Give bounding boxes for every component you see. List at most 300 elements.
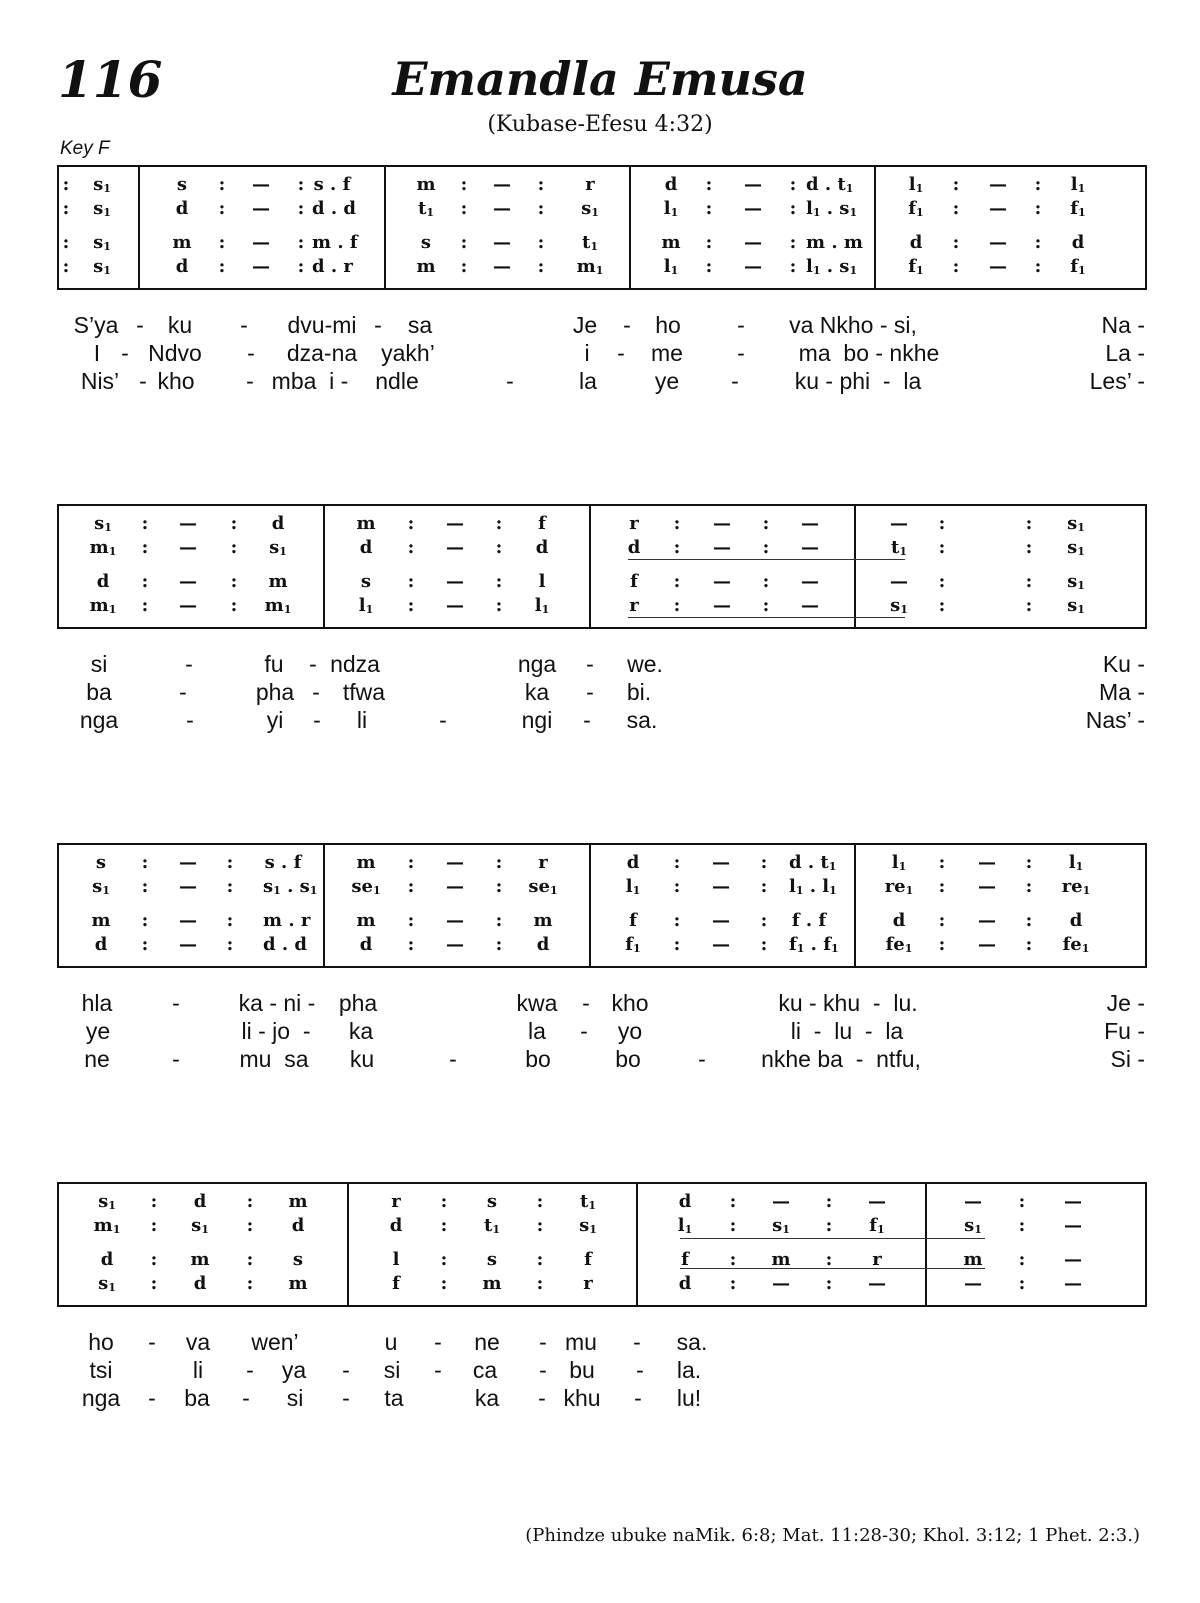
lyric-syllable: ba bbox=[184, 1385, 210, 1411]
solfa-note: m . m bbox=[806, 232, 863, 253]
solfa-note: $s_1$ . $s_1$ bbox=[263, 876, 318, 897]
lyric-syllable: - bbox=[309, 651, 317, 677]
lyric-syllable: ho bbox=[655, 312, 681, 338]
solfa-note: : bbox=[952, 232, 960, 253]
solfa-note: : bbox=[440, 1191, 448, 1212]
solfa-note: — bbox=[744, 232, 762, 253]
lyric-syllable: u bbox=[384, 1329, 398, 1355]
solfa-note: : bbox=[141, 852, 149, 873]
solfa-note: — bbox=[964, 1273, 982, 1294]
solfa-note: f bbox=[392, 1273, 400, 1294]
lyric-syllable: - bbox=[506, 368, 514, 394]
solfa-note: : bbox=[673, 537, 681, 558]
solfa-note: — bbox=[713, 595, 731, 616]
solfa-note: $l_1$ . $l_1$ bbox=[789, 876, 837, 897]
lyric-syllable: - bbox=[731, 368, 739, 394]
solfa-note: : bbox=[938, 537, 946, 558]
solfa-note: $t_1$ bbox=[582, 232, 598, 253]
solfa-note: $s_1$ bbox=[581, 198, 599, 219]
lyric-syllable: sa bbox=[407, 312, 433, 338]
solfa-note: : bbox=[407, 513, 415, 534]
solfa-note: — bbox=[446, 571, 464, 592]
solfa-note: $fe_1$ bbox=[885, 934, 913, 955]
solfa-note: : bbox=[246, 1191, 254, 1212]
solfa-note: : bbox=[1025, 910, 1033, 931]
solfa-note: — bbox=[446, 537, 464, 558]
solfa-note: $t_1$ bbox=[891, 537, 907, 558]
solfa-note: $f_1$ bbox=[908, 256, 924, 277]
solfa-note: — bbox=[446, 852, 464, 873]
lyric-syllable: ndle bbox=[375, 368, 419, 394]
solfa-note: : bbox=[226, 910, 234, 931]
solfa-note: : bbox=[440, 1273, 448, 1294]
solfa-note: : bbox=[705, 174, 713, 195]
bar-line bbox=[347, 1184, 349, 1305]
solfa-note: : bbox=[1034, 174, 1042, 195]
solfa-note: — bbox=[179, 537, 197, 558]
solfa-note: — bbox=[772, 1273, 790, 1294]
solfa-note: m bbox=[268, 571, 288, 592]
solfa-note: $f_1$ bbox=[1070, 198, 1086, 219]
solfa-note: : bbox=[297, 256, 305, 277]
solfa-note: : bbox=[825, 1191, 833, 1212]
lyric-syllable: yo bbox=[617, 1018, 643, 1044]
solfa-note: : bbox=[62, 256, 70, 277]
solfa-note: $l_1$ bbox=[1068, 852, 1084, 873]
solfa-note: f . f bbox=[791, 910, 827, 931]
solfa-note: d bbox=[96, 571, 110, 592]
lyric-syllable: - bbox=[583, 707, 591, 733]
solfa-note: d . d bbox=[263, 934, 307, 955]
lyric-syllable: Fu - bbox=[1104, 1018, 1145, 1044]
solfa-note: $l_1$ bbox=[891, 852, 907, 873]
solfa-note: d bbox=[193, 1191, 207, 1212]
lyric-syllable: ka bbox=[474, 1385, 500, 1411]
lyric-syllable: mba i - bbox=[271, 368, 349, 394]
solfa-note: $m_1$ bbox=[576, 256, 604, 277]
lyric-syllable: ca bbox=[472, 1357, 498, 1383]
solfa-note: : bbox=[729, 1215, 737, 1236]
solfa-note: $s_1$ bbox=[94, 513, 112, 534]
solfa-note: l bbox=[392, 1249, 400, 1270]
bar-line bbox=[854, 845, 856, 966]
solfa-note: : bbox=[1025, 876, 1033, 897]
solfa-note: r bbox=[585, 174, 595, 195]
solfa-note: $se_1$ bbox=[351, 876, 381, 897]
solfa-note: $f_1$ bbox=[908, 198, 924, 219]
solfa-note: : bbox=[760, 934, 768, 955]
solfa-note: d bbox=[536, 934, 550, 955]
solfa-note: : bbox=[1018, 1273, 1026, 1294]
solfa-note: : bbox=[537, 256, 545, 277]
solfa-note: : bbox=[495, 934, 503, 955]
bar-line bbox=[138, 167, 140, 288]
lyric-syllable: la bbox=[579, 368, 597, 394]
solfa-note: : bbox=[536, 1249, 544, 1270]
solfa-note: : bbox=[952, 256, 960, 277]
solfa-note: m . f bbox=[312, 232, 358, 253]
solfa-note: : bbox=[407, 852, 415, 873]
solfa-note: — bbox=[252, 174, 270, 195]
solfa-note: : bbox=[938, 852, 946, 873]
notation-system bbox=[57, 504, 1147, 629]
solfa-note: : bbox=[495, 537, 503, 558]
solfa-note: — bbox=[252, 256, 270, 277]
solfa-note: — bbox=[713, 537, 731, 558]
solfa-note: : bbox=[297, 174, 305, 195]
solfa-note: : bbox=[407, 537, 415, 558]
solfa-note: : bbox=[495, 595, 503, 616]
bar-line bbox=[384, 167, 386, 288]
solfa-note: d . $t_1$ bbox=[789, 852, 837, 873]
solfa-note: : bbox=[150, 1215, 158, 1236]
lyric-syllable: nga bbox=[81, 1385, 121, 1411]
solfa-note: : bbox=[673, 571, 681, 592]
lyric-syllable: - bbox=[586, 679, 594, 705]
lyric-syllable: bi. bbox=[626, 679, 652, 705]
solfa-note: : bbox=[460, 232, 468, 253]
solfa-note: m bbox=[356, 513, 376, 534]
solfa-note: m bbox=[356, 910, 376, 931]
solfa-note: : bbox=[1025, 852, 1033, 873]
lyric-syllable: dza-na bbox=[286, 340, 358, 366]
solfa-note: $s_1$ bbox=[191, 1215, 209, 1236]
solfa-note: $l_1$ bbox=[663, 256, 679, 277]
solfa-note: $se_1$ bbox=[528, 876, 558, 897]
lyric-syllable: - bbox=[582, 990, 590, 1016]
solfa-note: — bbox=[446, 513, 464, 534]
lyric-syllable: - bbox=[586, 651, 594, 677]
solfa-note: — bbox=[801, 571, 819, 592]
solfa-note: : bbox=[1025, 571, 1033, 592]
solfa-note: : bbox=[729, 1191, 737, 1212]
solfa-note: : bbox=[762, 595, 770, 616]
solfa-note: : bbox=[495, 910, 503, 931]
solfa-note: $t_1$ bbox=[484, 1215, 500, 1236]
solfa-note: : bbox=[230, 595, 238, 616]
solfa-note: $m_1$ bbox=[89, 537, 117, 558]
scripture-reference: (Phindze ubuke naMik. 6:8; Mat. 11:28-30; Khol. 3:12; 1 Phet. 2:3.) bbox=[525, 1525, 1140, 1546]
solfa-note: $re_1$ bbox=[884, 876, 914, 897]
solfa-note: : bbox=[789, 232, 797, 253]
solfa-note: : bbox=[218, 256, 226, 277]
notation-system bbox=[57, 165, 1147, 290]
solfa-note: d . d bbox=[312, 198, 356, 219]
solfa-note: : bbox=[460, 174, 468, 195]
solfa-note: — bbox=[964, 1191, 982, 1212]
lyric-syllable: bu bbox=[569, 1357, 595, 1383]
solfa-note: — bbox=[744, 198, 762, 219]
solfa-note: : bbox=[762, 537, 770, 558]
notation-system bbox=[57, 1182, 1147, 1307]
solfa-note: — bbox=[801, 513, 819, 534]
solfa-note: $l_1$ bbox=[677, 1215, 693, 1236]
lyric-syllable: pha bbox=[255, 679, 295, 705]
solfa-note: — bbox=[446, 934, 464, 955]
solfa-note: : bbox=[141, 537, 149, 558]
solfa-note: $l_1$ . $s_1$ bbox=[806, 256, 858, 277]
solfa-note: : bbox=[938, 595, 946, 616]
solfa-note: d bbox=[291, 1215, 305, 1236]
lyric-syllable: - bbox=[246, 1357, 254, 1383]
solfa-note: : bbox=[760, 852, 768, 873]
solfa-note: d bbox=[1069, 910, 1083, 931]
solfa-note: : bbox=[938, 910, 946, 931]
solfa-note: — bbox=[179, 595, 197, 616]
bar-line bbox=[589, 845, 591, 966]
lyric-syllable: lu! bbox=[676, 1385, 702, 1411]
solfa-note: : bbox=[495, 876, 503, 897]
solfa-note: d bbox=[678, 1191, 692, 1212]
bar-line bbox=[636, 1184, 638, 1305]
solfa-note: — bbox=[1064, 1215, 1082, 1236]
solfa-note: m bbox=[172, 232, 192, 253]
solfa-note: — bbox=[446, 910, 464, 931]
solfa-note: : bbox=[230, 513, 238, 534]
lyric-syllable: ku bbox=[349, 1046, 375, 1072]
lyric-syllable: nga bbox=[79, 707, 119, 733]
lyric-syllable: - bbox=[617, 340, 625, 366]
solfa-note: d . r bbox=[312, 256, 353, 277]
lyric-syllable: li bbox=[192, 1357, 204, 1383]
solfa-note: d bbox=[909, 232, 923, 253]
solfa-note: : bbox=[62, 198, 70, 219]
solfa-note: $s_1$ bbox=[93, 198, 111, 219]
lyric-syllable: wen’ bbox=[251, 1329, 299, 1355]
lyric-syllable: La - bbox=[1105, 340, 1145, 366]
solfa-note: — bbox=[712, 852, 730, 873]
solfa-note: d bbox=[1071, 232, 1085, 253]
solfa-note: — bbox=[493, 232, 511, 253]
solfa-note: : bbox=[407, 876, 415, 897]
tie-line bbox=[680, 1238, 985, 1239]
solfa-note: $f_1$ bbox=[625, 934, 641, 955]
solfa-note: : bbox=[460, 256, 468, 277]
solfa-note: : bbox=[62, 174, 70, 195]
tie-line bbox=[628, 559, 905, 560]
solfa-note: — bbox=[978, 934, 996, 955]
solfa-note: $fe_1$ bbox=[1062, 934, 1090, 955]
solfa-note: — bbox=[989, 256, 1007, 277]
lyric-syllable: nkhe ba - ntfu, bbox=[761, 1046, 921, 1072]
solfa-note: : bbox=[226, 934, 234, 955]
solfa-note: d bbox=[175, 198, 189, 219]
solfa-note: s bbox=[176, 174, 188, 195]
notation-system bbox=[57, 843, 1147, 968]
solfa-note: d bbox=[359, 537, 373, 558]
lyric-syllable: va Nkho - si, bbox=[789, 312, 917, 338]
lyric-syllable: bo bbox=[615, 1046, 641, 1072]
solfa-note: : bbox=[938, 876, 946, 897]
solfa-note: : bbox=[440, 1215, 448, 1236]
lyric-syllable: la. bbox=[676, 1357, 702, 1383]
lyric-syllable: - bbox=[240, 312, 248, 338]
lyric-syllable: - bbox=[374, 312, 382, 338]
lyric-syllable: - bbox=[737, 312, 745, 338]
lyric-syllable: - bbox=[246, 368, 254, 394]
solfa-note: m bbox=[288, 1191, 308, 1212]
solfa-note: : bbox=[825, 1249, 833, 1270]
solfa-note: — bbox=[712, 910, 730, 931]
solfa-note: d bbox=[892, 910, 906, 931]
lyric-syllable: ta bbox=[384, 1385, 404, 1411]
solfa-note: : bbox=[705, 198, 713, 219]
lyric-syllable: - bbox=[636, 1357, 644, 1383]
solfa-note: : bbox=[460, 198, 468, 219]
lyric-syllable: ye bbox=[85, 1018, 111, 1044]
solfa-note: : bbox=[141, 934, 149, 955]
solfa-note: $s_1$ bbox=[579, 1215, 597, 1236]
solfa-note: : bbox=[673, 910, 681, 931]
solfa-note: — bbox=[179, 934, 197, 955]
solfa-note: r bbox=[538, 852, 548, 873]
solfa-note: — bbox=[179, 910, 197, 931]
lyric-syllable: ka - ni - bbox=[238, 990, 316, 1016]
lyric-syllable: Je bbox=[572, 312, 598, 338]
lyric-syllable: Nis’ bbox=[80, 368, 120, 394]
solfa-note: : bbox=[537, 174, 545, 195]
bar-line bbox=[854, 506, 856, 627]
solfa-note: : bbox=[705, 232, 713, 253]
solfa-note: — bbox=[801, 537, 819, 558]
solfa-note: : bbox=[62, 232, 70, 253]
solfa-note: $s_1$ bbox=[772, 1215, 790, 1236]
solfa-note: f bbox=[629, 910, 637, 931]
solfa-note: d bbox=[175, 256, 189, 277]
lyric-syllable: we. bbox=[627, 651, 663, 677]
lyric-syllable: ndza bbox=[330, 651, 380, 677]
solfa-note: : bbox=[495, 571, 503, 592]
solfa-note: : bbox=[536, 1215, 544, 1236]
solfa-note: — bbox=[446, 876, 464, 897]
solfa-note: : bbox=[536, 1273, 544, 1294]
lyric-syllable: ba bbox=[86, 679, 112, 705]
lyric-syllable: - bbox=[313, 707, 321, 733]
solfa-note: d bbox=[271, 513, 285, 534]
solfa-note: : bbox=[537, 232, 545, 253]
solfa-note: f bbox=[538, 513, 546, 534]
tie-line bbox=[680, 1268, 985, 1269]
solfa-note: : bbox=[729, 1249, 737, 1270]
lyric-syllable: - bbox=[185, 651, 193, 677]
solfa-note: : bbox=[1034, 256, 1042, 277]
lyric-syllable: - bbox=[539, 1329, 547, 1355]
solfa-note: : bbox=[705, 256, 713, 277]
solfa-note: : bbox=[952, 198, 960, 219]
solfa-note: $l_1$ bbox=[663, 198, 679, 219]
solfa-note: d bbox=[389, 1215, 403, 1236]
solfa-note: : bbox=[150, 1273, 158, 1294]
solfa-note: : bbox=[440, 1249, 448, 1270]
solfa-note: — bbox=[179, 852, 197, 873]
solfa-note: : bbox=[150, 1191, 158, 1212]
lyric-syllable: ya bbox=[281, 1357, 307, 1383]
hymn-subtitle: (Kubase-Efesu 4:32) bbox=[487, 112, 713, 137]
lyric-syllable: ku bbox=[167, 312, 193, 338]
solfa-note: m bbox=[963, 1249, 983, 1270]
solfa-note: : bbox=[141, 571, 149, 592]
solfa-note: : bbox=[1018, 1249, 1026, 1270]
solfa-note: : bbox=[407, 934, 415, 955]
solfa-note: $s_1$ bbox=[93, 174, 111, 195]
solfa-note: : bbox=[407, 595, 415, 616]
solfa-note: : bbox=[536, 1191, 544, 1212]
solfa-note: : bbox=[1025, 595, 1033, 616]
lyric-syllable: - bbox=[247, 340, 255, 366]
solfa-note: — bbox=[179, 513, 197, 534]
solfa-note: — bbox=[868, 1191, 886, 1212]
solfa-note: m bbox=[416, 256, 436, 277]
solfa-note: d bbox=[535, 537, 549, 558]
solfa-note: r bbox=[583, 1273, 593, 1294]
lyric-syllable: - bbox=[186, 707, 194, 733]
solfa-note: m bbox=[661, 232, 681, 253]
solfa-note: : bbox=[1034, 198, 1042, 219]
lyric-syllable: tsi bbox=[89, 1357, 113, 1383]
solfa-note: — bbox=[744, 256, 762, 277]
lyric-syllable: yi bbox=[266, 707, 284, 733]
solfa-note: r bbox=[629, 595, 639, 616]
solfa-note: $t_1$ bbox=[580, 1191, 596, 1212]
lyric-syllable: - bbox=[539, 1357, 547, 1383]
solfa-note: m bbox=[356, 852, 376, 873]
lyric-syllable: - bbox=[312, 679, 320, 705]
lyric-syllable: - bbox=[148, 1329, 156, 1355]
lyric-syllable: ka bbox=[524, 679, 550, 705]
hymn-title: Emandla Emusa bbox=[392, 52, 808, 106]
lyric-syllable: sa. bbox=[626, 707, 658, 733]
solfa-note: — bbox=[1064, 1249, 1082, 1270]
solfa-note: $f_1$ bbox=[1070, 256, 1086, 277]
solfa-note: : bbox=[495, 513, 503, 534]
solfa-note: : bbox=[218, 174, 226, 195]
solfa-note: : bbox=[673, 876, 681, 897]
lyric-syllable: ye bbox=[654, 368, 680, 394]
lyric-syllable: I bbox=[93, 340, 101, 366]
solfa-note: : bbox=[789, 174, 797, 195]
solfa-note: $l_1$ bbox=[625, 876, 641, 897]
bar-line bbox=[323, 845, 325, 966]
lyric-syllable: me bbox=[651, 340, 683, 366]
solfa-note: d bbox=[664, 174, 678, 195]
solfa-note: s bbox=[292, 1249, 304, 1270]
lyric-syllable: Je - bbox=[1106, 990, 1145, 1016]
lyric-syllable: Ndvo bbox=[148, 340, 202, 366]
lyric-syllable: dvu-mi bbox=[287, 312, 357, 338]
solfa-note: r bbox=[629, 513, 639, 534]
lyric-syllable: kho bbox=[611, 990, 649, 1016]
lyric-syllable: - bbox=[342, 1357, 350, 1383]
solfa-note: d bbox=[193, 1273, 207, 1294]
lyric-syllable: - bbox=[449, 1046, 457, 1072]
lyric-syllable: - bbox=[580, 1018, 588, 1044]
solfa-note: — bbox=[713, 513, 731, 534]
solfa-note: — bbox=[493, 256, 511, 277]
solfa-note: — bbox=[252, 232, 270, 253]
solfa-note: — bbox=[890, 571, 908, 592]
hymn-number: 116 bbox=[58, 50, 163, 109]
solfa-note: d bbox=[94, 934, 108, 955]
lyric-syllable: ne bbox=[84, 1046, 110, 1072]
solfa-note: : bbox=[938, 934, 946, 955]
lyric-syllable: ne bbox=[474, 1329, 500, 1355]
solfa-note: : bbox=[952, 174, 960, 195]
solfa-note: : bbox=[762, 513, 770, 534]
solfa-note: — bbox=[252, 198, 270, 219]
lyric-syllable: ngi bbox=[521, 707, 553, 733]
solfa-note: — bbox=[978, 876, 996, 897]
solfa-note: — bbox=[712, 934, 730, 955]
